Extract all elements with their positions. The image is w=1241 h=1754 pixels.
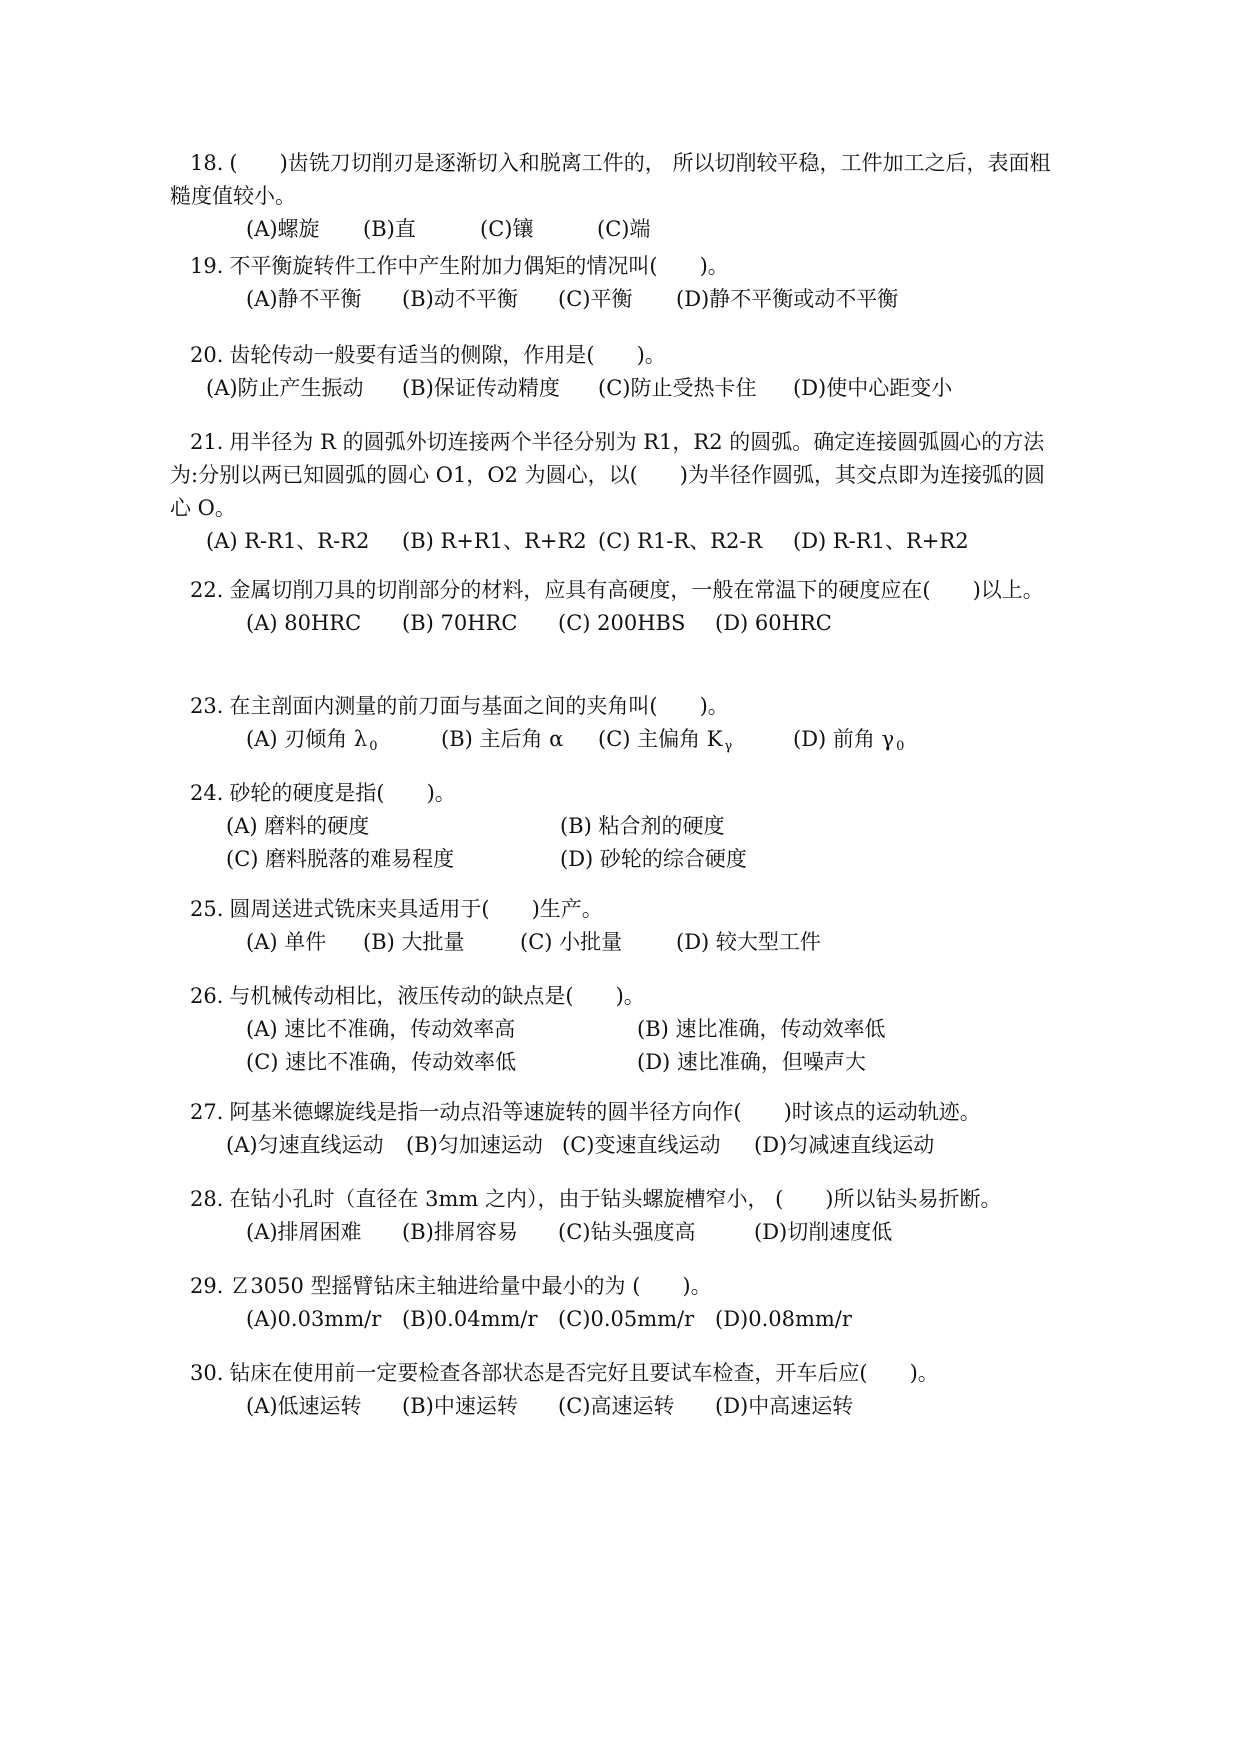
option-b[interactable]: (B)保证传动精度: [402, 376, 560, 400]
question-30: [190, 1357, 1065, 1423]
option-a[interactable]: (A)静不平衡: [246, 287, 362, 311]
question-text: 用半径为 R 的圆弧外切连接两个半径分别为 R1，R2 的圆弧。确定连接圆弧圆心的方法为:分别以两已知圆弧的圆心 O1，O2 为圆心，以( )为半径作圆弧，其交点即为连接弧的圆心 O。: [170, 430, 1045, 520]
option-d[interactable]: (D) 速比准确，但噪声大: [637, 1050, 866, 1074]
question-25: [190, 893, 1065, 959]
question-22: [190, 574, 1065, 640]
option-b[interactable]: (B) 粘合剂的硬度: [560, 814, 725, 838]
options-row: [190, 1303, 1065, 1336]
question-text: 在钻小孔时（直径在 3mm 之内），由于钻头螺旋槽窄小， ( )所以钻头易折断。: [229, 1187, 1002, 1211]
options-row: [190, 525, 1065, 558]
options-row: [190, 1216, 1065, 1249]
option-c[interactable]: (C)变速直线运动: [562, 1133, 721, 1157]
option-a[interactable]: (A) 80HRC: [246, 611, 362, 635]
question-stem: [170, 426, 1065, 525]
option-b[interactable]: (B) 速比准确，传动效率低: [637, 1017, 886, 1041]
option-d[interactable]: (D) 砂轮的综合硬度: [560, 847, 747, 871]
option-a[interactable]: (A)排屑困难: [246, 1220, 362, 1244]
question-23: [190, 690, 1065, 756]
question-number: 20.: [190, 343, 224, 367]
option-a[interactable]: (A) 磨料的硬度: [226, 814, 370, 838]
option-b[interactable]: (B) R+R1、R+R2: [402, 529, 587, 553]
question-stem: [170, 147, 1065, 213]
option-c[interactable]: (C)钻头强度高: [558, 1220, 696, 1244]
option-d[interactable]: (D)中高速运转: [715, 1394, 854, 1418]
question-text: 砂轮的硬度是指( )。: [229, 781, 456, 805]
question-26: [190, 980, 1065, 1079]
options-row: [190, 1013, 1065, 1046]
options-row: [190, 1129, 1065, 1162]
question-text: Ｚ3050 型摇臂钻床主轴进给量中最小的为 ( )。: [229, 1274, 712, 1298]
options-row: [190, 372, 1065, 405]
option-c[interactable]: (C) 速比不准确，传动效率低: [246, 1050, 517, 1074]
option-c[interactable]: (C) 小批量: [520, 930, 623, 954]
question-stem: [190, 1270, 1065, 1303]
option-b[interactable]: (B)匀加速运动: [406, 1133, 543, 1157]
question-number: 23.: [190, 694, 224, 718]
option-c[interactable]: (C) 200HBS: [558, 611, 686, 635]
question-stem: [190, 980, 1065, 1013]
question-text: 阿基米德螺旋线是指一动点沿等速旋转的圆半径方向作( )时该点的运动轨迹。: [229, 1100, 981, 1124]
option-c[interactable]: [598, 723, 732, 763]
question-text: 不平衡旋转件工作中产生附加力偶矩的情况叫( )。: [229, 254, 729, 278]
question-number: 21.: [190, 430, 224, 454]
question-number: 28.: [190, 1187, 224, 1211]
option-label: (C) 主偏角 K: [598, 727, 723, 751]
question-text: 钻床在使用前一定要检查各部状态是否完好且要试车检查，开车后应( )。: [229, 1361, 939, 1385]
question-28: [190, 1183, 1065, 1249]
option-a[interactable]: [246, 723, 378, 763]
option-label: (D) 前角 γ: [793, 727, 895, 751]
option-b[interactable]: (B)动不平衡: [402, 287, 518, 311]
question-text: 在主剖面内测量的前刀面与基面之间的夹角叫( )。: [229, 694, 729, 718]
option-label: (A) 刃倾角 λ: [246, 727, 368, 751]
question-number: 26.: [190, 984, 224, 1008]
question-text: ( )齿铣刀切削刃是逐渐切入和脱离工件的， 所以切削较平稳，工件加工之后，表面粗糙度值较小。: [170, 151, 1051, 208]
option-b[interactable]: (B)中速运转: [402, 1394, 518, 1418]
question-number: 24.: [190, 781, 224, 805]
option-d[interactable]: (D) 60HRC: [715, 611, 832, 635]
question-stem: [190, 1183, 1065, 1216]
question-number: 22.: [190, 578, 224, 602]
question-text: 齿轮传动一般要有适当的侧隙，作用是( )。: [229, 343, 666, 367]
option-c[interactable]: (C) R1-R、R2-R: [598, 529, 763, 553]
question-21: [170, 426, 1065, 558]
option-d[interactable]: (D)静不平衡或动不平衡: [676, 287, 899, 311]
options-row: [190, 843, 1065, 876]
options-row: [190, 810, 1065, 843]
option-c[interactable]: (C)防止受热卡住: [598, 376, 757, 400]
question-stem: [190, 250, 1065, 283]
question-number: 30.: [190, 1361, 224, 1385]
option-d[interactable]: (D)匀减速直线运动: [754, 1133, 935, 1157]
options-row: [190, 607, 1065, 640]
options-row: [190, 213, 1065, 246]
question-number: 19.: [190, 254, 224, 278]
question-18: [170, 147, 1065, 246]
options-row: [190, 283, 1065, 316]
question-stem: [190, 339, 1065, 372]
option-c[interactable]: (C)平衡: [558, 287, 633, 311]
question-number: 29.: [190, 1274, 224, 1298]
option-subscript: 0: [369, 739, 378, 754]
question-19: [190, 250, 1065, 316]
option-label: (B) 主后角 α: [441, 727, 564, 751]
question-text: 圆周送进式铣床夹具适用于( )生产。: [229, 897, 603, 921]
question-number: 25.: [190, 897, 224, 921]
option-b[interactable]: (B) 大批量: [363, 930, 465, 954]
option-d[interactable]: (D) R-R1、R+R2: [793, 529, 969, 553]
option-d[interactable]: (C)端: [597, 217, 651, 241]
option-a[interactable]: (A) R-R1、R-R2: [206, 529, 370, 553]
option-c[interactable]: (C) 磨料脱落的难易程度: [226, 847, 455, 871]
option-b[interactable]: (B)0.04mm/r: [402, 1307, 538, 1331]
option-d[interactable]: (D)使中心距变小: [793, 376, 953, 400]
question-27: [190, 1096, 1065, 1162]
option-b[interactable]: [441, 723, 565, 763]
option-a[interactable]: (A)0.03mm/r: [246, 1307, 382, 1331]
option-c[interactable]: (C)镶: [480, 217, 534, 241]
question-text: 与机械传动相比，液压传动的缺点是( )。: [229, 984, 645, 1008]
options-row: [190, 1046, 1065, 1079]
option-a[interactable]: (A)螺旋: [246, 217, 320, 241]
question-stem: [190, 1096, 1065, 1129]
option-c[interactable]: (C)高速运转: [558, 1394, 675, 1418]
question-text: 金属切削刀具的切削部分的材料，应具有高硬度，一般在常温下的硬度应在( )以上。: [229, 578, 1044, 602]
question-number: 18.: [190, 151, 224, 175]
question-29: [190, 1270, 1065, 1336]
question-stem: [190, 1357, 1065, 1390]
question-20: [190, 339, 1065, 405]
option-a[interactable]: (A) 单件: [246, 930, 327, 954]
option-a[interactable]: (A)匀速直线运动: [226, 1133, 384, 1157]
question-stem: [190, 893, 1065, 926]
question-stem: [190, 777, 1065, 810]
option-a[interactable]: (A)防止产生振动: [206, 376, 364, 400]
option-b[interactable]: (B)排屑容易: [402, 1220, 518, 1244]
option-d[interactable]: (D) 较大型工件: [676, 930, 821, 954]
option-subscript: 0: [896, 739, 905, 754]
option-d[interactable]: (D)0.08mm/r: [715, 1307, 852, 1331]
option-b[interactable]: (B)直: [363, 217, 416, 241]
options-row: [190, 926, 1065, 959]
option-d[interactable]: (D)切削速度低: [754, 1220, 893, 1244]
options-row: [190, 723, 1065, 756]
options-row: [190, 1390, 1065, 1423]
option-d[interactable]: [793, 723, 904, 763]
question-stem: [190, 690, 1065, 723]
question-24: [190, 777, 1065, 876]
option-a[interactable]: (A) 速比不准确，传动效率高: [246, 1017, 516, 1041]
option-c[interactable]: (C)0.05mm/r: [558, 1307, 695, 1331]
question-number: 27.: [190, 1100, 224, 1124]
question-stem: [170, 574, 1065, 607]
option-b[interactable]: (B) 70HRC: [402, 611, 518, 635]
option-a[interactable]: (A)低速运转: [246, 1394, 362, 1418]
option-subscript: γ: [724, 739, 733, 754]
